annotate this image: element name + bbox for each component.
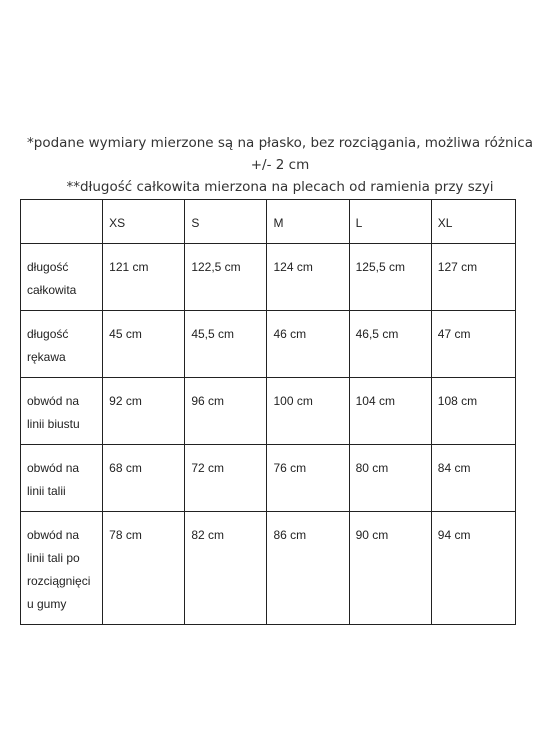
header-size-s: S [185,200,267,244]
size-notes [20,132,540,198]
header-size-xs: XS [103,200,185,244]
table-cell: 68 cm [103,445,185,512]
table-cell: 94 cm [431,512,515,625]
table-cell: 104 cm [349,378,431,445]
header-size-l: L [349,200,431,244]
header-empty-cell [21,200,103,244]
header-size-m: M [267,200,349,244]
row-label: obwód na linii tali po rozciągnięciu gumy [21,512,103,625]
table-cell: 100 cm [267,378,349,445]
row-label: długość całkowita [21,244,103,311]
table-cell: 108 cm [431,378,515,445]
table-cell: 72 cm [185,445,267,512]
table-cell: 96 cm [185,378,267,445]
table-row [21,445,516,512]
table-cell: 90 cm [349,512,431,625]
row-label: długość rękawa [21,311,103,378]
table-row [21,378,516,445]
table-cell: 92 cm [103,378,185,445]
note-flat-measure: *podane wymiary mierzone są na płasko, bez rozciągania, możliwa różnica +/- 2 cm [27,135,533,173]
table-row [21,311,516,378]
table-cell: 80 cm [349,445,431,512]
table-cell: 82 cm [185,512,267,625]
table-cell: 47 cm [431,311,515,378]
table-cell: 86 cm [267,512,349,625]
note-total-length: **długość całkowita mierzona na plecach od ramienia przy szyi [66,179,494,195]
table-cell: 124 cm [267,244,349,311]
table-cell: 46 cm [267,311,349,378]
table-cell: 78 cm [103,512,185,625]
table-cell: 46,5 cm [349,311,431,378]
table-cell: 84 cm [431,445,515,512]
table-row [21,512,516,625]
table-cell: 45,5 cm [185,311,267,378]
row-label: obwód na linii talii [21,445,103,512]
row-label: obwód na linii biustu [21,378,103,445]
table-cell: 45 cm [103,311,185,378]
size-table [20,199,516,625]
table-row [21,244,516,311]
table-cell: 121 cm [103,244,185,311]
table-cell: 122,5 cm [185,244,267,311]
header-size-xl: XL [431,200,515,244]
table-cell: 127 cm [431,244,515,311]
table-cell: 76 cm [267,445,349,512]
table-header-row [21,200,516,244]
table-cell: 125,5 cm [349,244,431,311]
